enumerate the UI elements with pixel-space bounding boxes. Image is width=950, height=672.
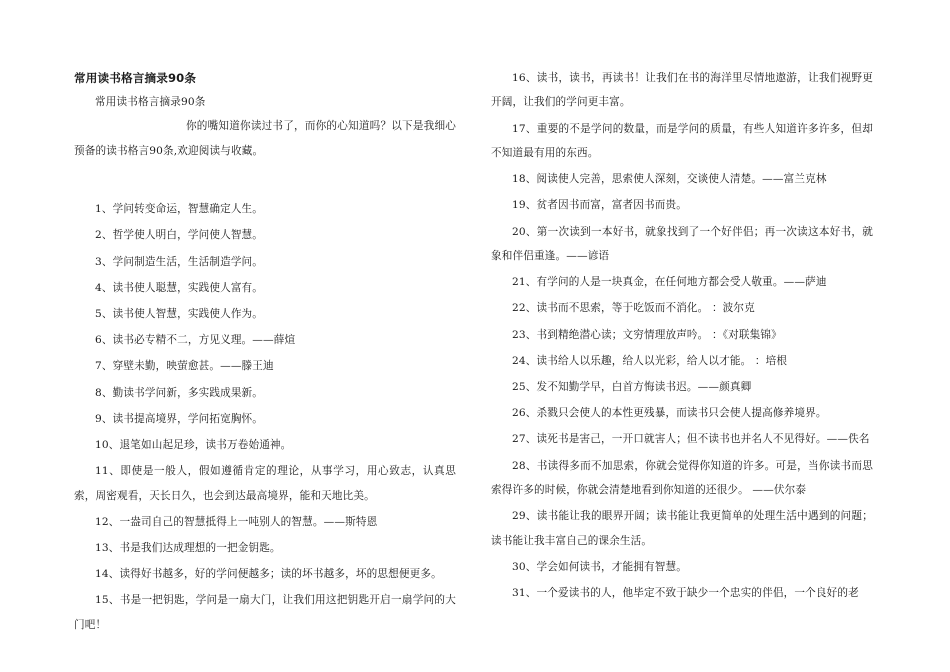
quote-item: 31、一个爱读书的人，他毕定不致于缺少一个忠实的伴侣，一个良好的老	[512, 587, 859, 600]
quote-item: 23、书到精绝潜心读；文穷情理放声吟。 ：《对联集锦》	[512, 328, 782, 341]
quote-item: 13、书是我们达成理想的一把金钥匙。	[95, 542, 281, 555]
quote-item: 29、读书能让我的眼界开阔；读书能让我更简单的处理生活中遇到的问题；读书能让我丰富自己的课余生活。	[491, 510, 873, 547]
quote-item: 10、退笔如山起足珍，读书万卷始通神。	[95, 439, 292, 452]
quote-item: 8、勤读书学问新，多实践成果新。	[95, 386, 264, 399]
blank-line	[74, 163, 456, 197]
quote-item: 6、读书必专精不二，方见义理。——薛煊	[95, 334, 296, 347]
quote-item: 24、读书给人以乐趣，给人以光彩，给人以才能。 ：培根	[512, 354, 788, 367]
document-subtitle: 常用读书格言摘录90条	[95, 96, 206, 108]
quote-item: 7、穿壁未勤，映萤愈甚。——滕王迪	[95, 360, 274, 373]
quote-item: 16、读书，读书，再读书！让我们在书的海洋里尽情地遨游，让我们视野更开阔，让我们的学问更丰富。	[491, 72, 873, 109]
quote-item: 25、发不知勤学早，白首方悔读书迟。——颜真卿	[512, 381, 752, 394]
quote-item: 30、学会如何读书，才能拥有智慧。	[512, 560, 687, 573]
quote-item: 9、读书提高境界，学问拓宽胸怀。	[95, 412, 264, 425]
quote-item: 27、读死书是害己，一开口就害人；但不读书也并名人不见得好。——佚名	[512, 433, 870, 446]
quote-item: 28、书读得多而不加思索，你就会觉得你知道的许多。可是，当你读书而思索得许多的时候，你就会清楚地看到你知道的还很少。 ——伏尔泰	[491, 459, 873, 497]
quote-item: 17、重要的不是学问的数量，而是学问的质量，有些人知道许多许多，但却不知道最有用的东西。	[491, 122, 873, 160]
quote-item: 15、书是一把钥匙，学问是一扇大门，让我们用这把钥匙开启一扇学问的大门吧！	[74, 594, 456, 631]
quote-item: 26、杀戮只会使人的本性更残暴，而读书只会使人提高修养境界。	[512, 407, 827, 420]
quote-item: 3、学问制造生活，生活制造学问。	[95, 255, 264, 268]
quote-item: 4、读书使人聪慧，实践使人富有。	[95, 281, 264, 294]
quote-item: 1、学问转变命运，智慧确定人生。	[95, 203, 264, 216]
quote-item: 5、读书使人智慧，实践使人作为。	[95, 308, 264, 321]
quote-item: 18、阅读使人完善，思索使人深刻，交谈使人清楚。——富兰克林	[512, 173, 827, 186]
quote-item: 14、读得好书越多，好的学问便越多；读的坏书越多，坏的思想便更多。	[95, 568, 442, 581]
document-title: 常用读书格言摘录90条	[74, 71, 197, 85]
quote-item: 19、贫者因书而富，富者因书而贵。	[512, 199, 687, 212]
quote-item: 12、一盎司自己的智慧抵得上一吨别人的智慧。——斯特恩	[95, 515, 378, 528]
quote-item: 21、有学问的人是一块真金，在任何地方都会受人敬重。——萨迪	[512, 276, 827, 289]
left-column	[74, 66, 456, 639]
right-column	[491, 66, 873, 607]
intro-paragraph: 你的嘴知道你读过书了，而你的心知道吗？以下是我细心预备的读书格言90条,欢迎阅读与收藏。	[74, 120, 456, 157]
quote-item: 2、哲学使人明白，学问使人智慧。	[95, 229, 264, 242]
quote-item: 11、即使是一般人，假如遵循肯定的理论，从事学习，用心致志，认真思索，周密观看，天长日久，也会到达最高境界，能和天地比美。	[74, 465, 456, 502]
quote-item: 20、第一次读到一本好书，就象找到了一个好伴侣；再一次读这本好书，就象和伴侣重逢。——谚语	[491, 225, 873, 263]
quote-item: 22、读书而不思索，等于吃饭而不消化。 ：波尔克	[512, 302, 755, 315]
